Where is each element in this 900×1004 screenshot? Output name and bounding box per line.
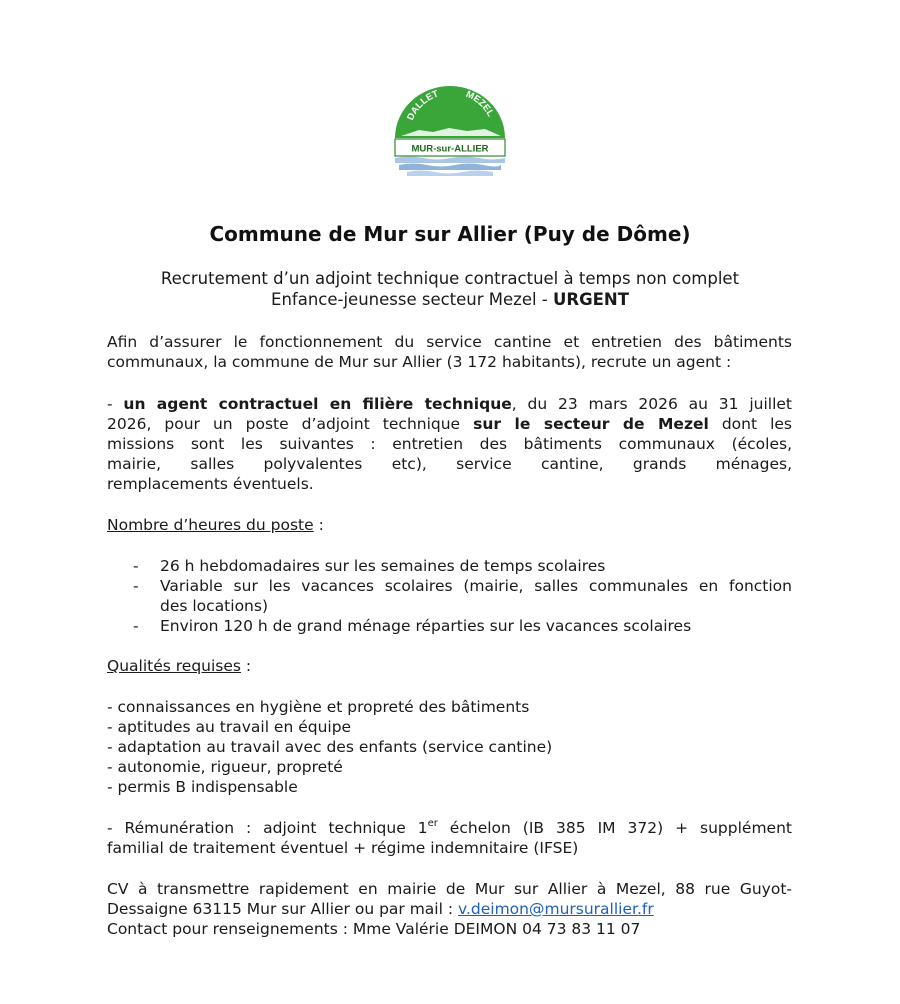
qualities-list bbox=[107, 697, 792, 797]
intro-paragraph bbox=[107, 332, 792, 372]
logo-wave-2 bbox=[399, 164, 501, 171]
contact-paragraph bbox=[107, 879, 792, 939]
quality-item-2: - aptitudes au travail en équipe bbox=[107, 718, 352, 736]
agent-text-2-suffix: dont les bbox=[708, 415, 793, 433]
contact-line-3: Contact pour renseignements : Mme Valérie DEIMON 04 73 83 11 07 bbox=[107, 920, 641, 938]
qualities-heading-colon: : bbox=[240, 657, 252, 675]
page-title: Commune de Mur sur Allier (Puy de Dôme) bbox=[209, 222, 691, 246]
logo-wave-3 bbox=[407, 171, 493, 177]
agent-text-1: , du 23 mars 2026 au 31 juillet bbox=[511, 395, 792, 413]
quality-item-3: - adaptation au travail avec des enfants (service cantine) bbox=[107, 738, 553, 756]
subtitle-line-2-text: Enfance-jeunesse secteur Mezel - bbox=[271, 290, 553, 309]
agent-bold-1: un agent contractuel en filière technique bbox=[123, 395, 512, 413]
hours-heading bbox=[107, 515, 792, 535]
contact-line-2 bbox=[107, 899, 792, 919]
agent-line-3: missions sont les suivantes : entretien des bâtiments communaux (écoles, bbox=[107, 435, 792, 453]
hours-item-2-cont: des locations) bbox=[160, 597, 269, 615]
list-dash: - bbox=[133, 617, 139, 635]
agent-line-4: mairie, salles polyvalentes etc), service cantine, grands ménages, bbox=[107, 455, 792, 473]
quality-item-1: - connaissances en hygiène et propreté des bâtiments bbox=[107, 698, 530, 716]
qualities-heading bbox=[107, 656, 792, 676]
hours-item-2: Variable sur les vacances scolaires (mairie, salles communales en fonction bbox=[160, 577, 792, 595]
remuneration-prefix: - Rémunération : adjoint technique 1 bbox=[107, 819, 428, 837]
quality-item-5: - permis B indispensable bbox=[107, 778, 298, 796]
subtitle-line-1: Recrutement d’un adjoint technique contractuel à temps non complet bbox=[160, 269, 740, 288]
intro-line-2: communaux, la commune de Mur sur Allier (3 172 habitants), recrute un agent : bbox=[107, 353, 732, 371]
contact-line-1: CV à transmettre rapidement en mairie de Mur sur Allier à Mezel, 88 rue Guyot- bbox=[107, 880, 792, 898]
agent-line-5: remplacements éventuels. bbox=[107, 475, 314, 493]
agent-line-2 bbox=[107, 414, 792, 434]
list-item bbox=[107, 556, 792, 576]
logo-text-mur-sur-allier: MUR-sur-ALLIER bbox=[411, 143, 489, 155]
remuneration-line-1 bbox=[107, 818, 792, 838]
hours-list bbox=[107, 556, 792, 636]
email-link[interactable]: v.deimon@mursurallier.fr bbox=[458, 900, 654, 918]
logo-text-dallet: DALLET bbox=[405, 88, 441, 123]
quality-item-4: - autonomie, rigueur, propreté bbox=[107, 758, 343, 776]
logo-wave-1 bbox=[395, 157, 505, 164]
hours-item-3: Environ 120 h de grand ménage réparties sur les vacances scolaires bbox=[160, 617, 692, 635]
logo-text-mezel: MEZEL bbox=[464, 88, 497, 119]
agent-line-1 bbox=[107, 394, 792, 414]
commune-logo bbox=[389, 86, 511, 178]
hours-heading-text: Nombre d’heures du poste bbox=[107, 516, 314, 534]
list-item bbox=[107, 616, 792, 636]
agent-paragraph bbox=[107, 394, 792, 494]
hours-heading-colon: : bbox=[313, 516, 324, 534]
remuneration-paragraph bbox=[107, 818, 792, 858]
urgent-label: URGENT bbox=[553, 290, 629, 309]
agent-text-2: 2026, pour un poste d’adjoint technique bbox=[107, 415, 474, 433]
subtitle-line-2 bbox=[0, 289, 900, 310]
list-item bbox=[107, 576, 792, 616]
list-dash: - bbox=[133, 557, 139, 575]
intro-line-1: Afin d’assurer le fonctionnement du service cantine et entretien des bâtiments bbox=[107, 333, 792, 351]
remuneration-line-2: familial de traitement éventuel + régime indemnitaire (IFSE) bbox=[107, 839, 579, 857]
contact-line-2-text: Dessaigne 63115 Mur sur Allier ou par mail : bbox=[107, 900, 458, 918]
qualities-heading-text: Qualités requises bbox=[107, 657, 241, 675]
subtitle bbox=[0, 268, 900, 310]
list-dash: - bbox=[133, 577, 139, 595]
agent-bold-2: sur le secteur de Mezel bbox=[473, 415, 709, 433]
hours-item-1: 26 h hebdomadaires sur les semaines de temps scolaires bbox=[160, 557, 606, 575]
remuneration-suffix: échelon (IB 385 IM 372) + supplément bbox=[437, 819, 792, 837]
remuneration-sup: er bbox=[427, 817, 438, 829]
agent-dash: - bbox=[107, 395, 124, 413]
